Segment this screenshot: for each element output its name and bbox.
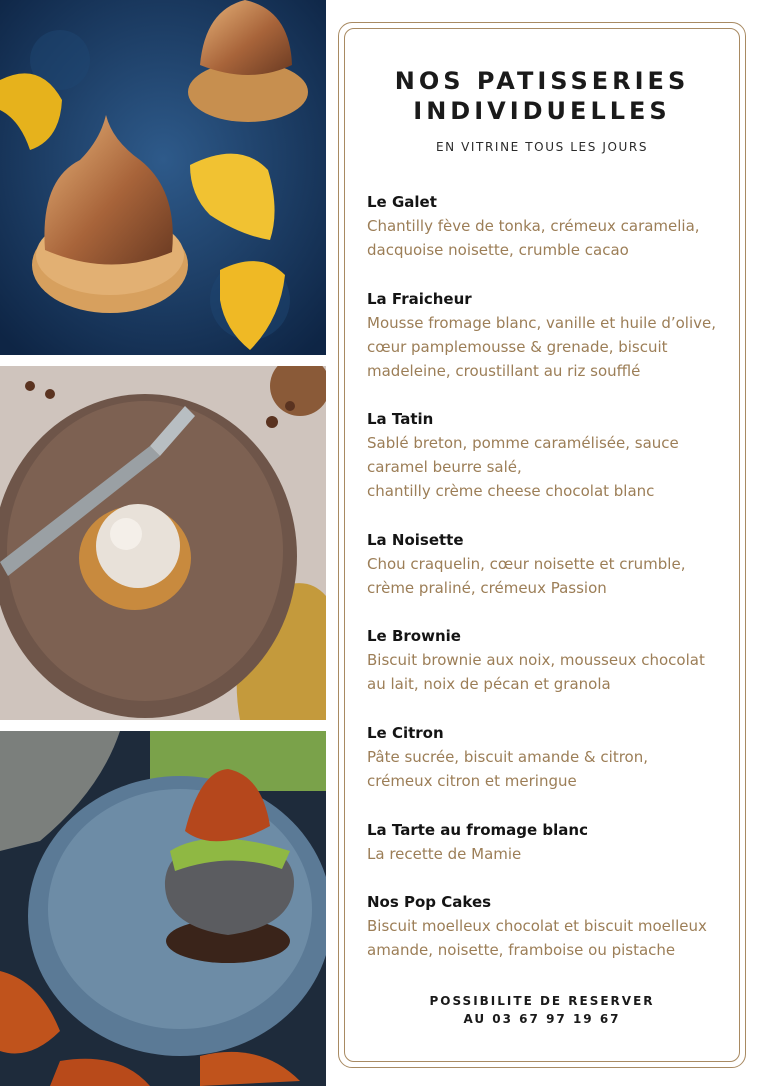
title-line-1: NOS PATISSERIES bbox=[394, 67, 690, 95]
pastry-description bbox=[367, 842, 739, 866]
pastry-description bbox=[367, 552, 739, 600]
pastry-name: La Tatin bbox=[367, 410, 434, 429]
description-line: Chantilly fève de tonka, crémeux caramelia, bbox=[367, 217, 700, 235]
pastry-description bbox=[367, 648, 739, 696]
description-line: Sablé breton, pomme caramélisée, sauce bbox=[367, 434, 679, 453]
pastry-item-la-tatin bbox=[367, 407, 739, 528]
title-line-2: INDIVIDUELLES bbox=[413, 97, 671, 125]
description-line: La recette de Mamie bbox=[367, 844, 522, 863]
description-line: Biscuit moelleux chocolat et biscuit moelleux bbox=[367, 917, 707, 936]
pastry-item-le-galet bbox=[367, 190, 739, 287]
pastry-description bbox=[367, 431, 739, 503]
pastry-description bbox=[367, 745, 739, 793]
page-title bbox=[348, 66, 736, 126]
description-line: Pâte sucrée, biscuit amande & citron, bbox=[367, 747, 648, 766]
pastry-name: La Noisette bbox=[367, 530, 464, 549]
menu-card bbox=[348, 30, 736, 1060]
pastry-description bbox=[367, 311, 739, 383]
pastry-description bbox=[367, 914, 739, 962]
pastry-name: Nos Pop Cakes bbox=[367, 893, 492, 912]
description-line: au lait, noix de pécan et granola bbox=[367, 675, 611, 694]
reservation-line-1: POSSIBILITE DE RESERVER bbox=[429, 994, 655, 1008]
reservation-note bbox=[348, 992, 736, 1028]
pastry-item-le-brownie bbox=[367, 624, 739, 721]
description-line: Chou craquelin, cœur noisette et crumble, bbox=[367, 554, 686, 573]
pastry-name: Le Brownie bbox=[367, 627, 461, 646]
subtitle: EN VITRINE TOUS LES JOURS bbox=[435, 140, 649, 154]
reservation-phone[interactable]: AU 03 67 97 19 67 bbox=[463, 1012, 621, 1026]
description-line: amande, noisette, framboise ou pistache bbox=[367, 941, 676, 960]
description-line: madeleine, croustillant au riz soufflé bbox=[367, 361, 641, 380]
pastry-name: Le Citron bbox=[367, 723, 444, 742]
pastry-item-la-tarte-au-fromage-blanc bbox=[367, 818, 739, 891]
description-line: crémeux citron et meringue bbox=[367, 771, 577, 790]
pastry-item-nos-pop-cakes bbox=[367, 890, 739, 987]
photo-le-galet bbox=[0, 0, 326, 355]
description-line: Biscuit brownie aux noix, mousseux chocolat bbox=[367, 651, 705, 670]
pastry-item-le-citron bbox=[367, 721, 739, 818]
pastry-item-la-fraicheur bbox=[367, 287, 739, 408]
pastry-name: Le Galet bbox=[367, 193, 437, 211]
description-line: crème praliné, crémeux Passion bbox=[367, 578, 607, 597]
photo-la-noisette bbox=[0, 366, 326, 720]
description-line: caramel beurre salé, bbox=[367, 458, 522, 477]
pastry-item-la-noisette bbox=[367, 528, 739, 625]
pastry-description bbox=[367, 214, 739, 262]
description-line: Mousse fromage blanc, vanille et huile d’olive, bbox=[367, 313, 717, 332]
pastry-list bbox=[367, 190, 739, 987]
photo-la-tatin bbox=[0, 731, 326, 1086]
description-line: cœur pamplemousse & grenade, biscuit bbox=[367, 337, 668, 356]
description-line: chantilly crème cheese chocolat blanc bbox=[367, 482, 655, 501]
description-line: dacquoise noisette, crumble cacao bbox=[367, 241, 629, 259]
pastry-name: La Tarte au fromage blanc bbox=[367, 820, 588, 839]
pastry-name: La Fraicheur bbox=[367, 289, 472, 308]
